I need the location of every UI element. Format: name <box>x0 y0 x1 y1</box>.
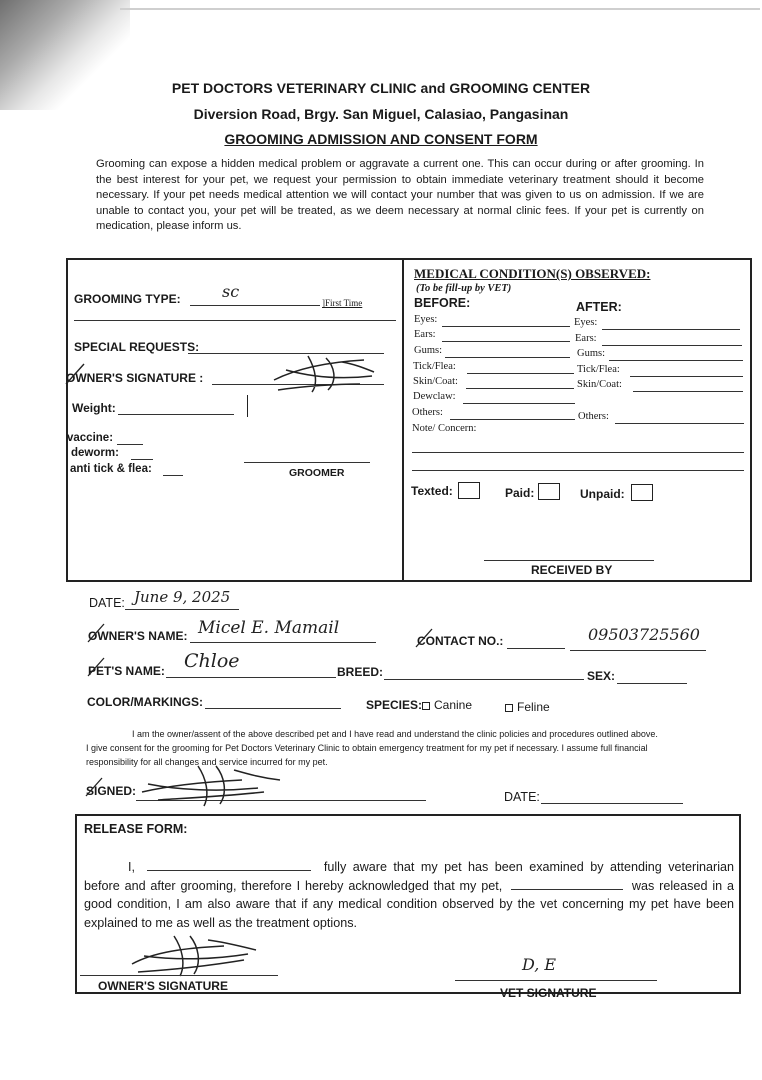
after-ears-label: Ears: <box>575 333 597 344</box>
before-others-line <box>450 419 575 420</box>
release-text-2: fully aware that my pet has been examined by attending veterinarian before and after grooming, therefore I hereby acknowledged that my pet, <box>84 860 735 893</box>
after-ears-line <box>602 345 742 346</box>
release-i: I, <box>128 860 135 874</box>
weight-line <box>118 414 234 415</box>
before-gums-line <box>445 357 570 358</box>
sex-line <box>617 683 687 684</box>
special-requests-label: SPECIAL REQUESTS: <box>74 340 200 354</box>
weight-label: Weight: <box>72 401 116 415</box>
texted-checkbox[interactable] <box>458 482 480 499</box>
sex-label: SEX: <box>587 669 616 683</box>
release-text-3: was released in a good condition, I am also aware that if any medical condition observed by the vet concerning my pet have been explained to me as well as the treatment options. <box>84 878 734 930</box>
medical-subtitle: (To be fill-up by VET) <box>416 283 512 294</box>
slash-mark <box>64 362 86 386</box>
vaccine-label: vaccine: <box>67 432 114 444</box>
species-feline-option[interactable] <box>505 700 550 714</box>
release-owner-signature-label: OWNER'S SIGNATURE <box>98 979 228 993</box>
texted-label: Texted: <box>411 484 453 498</box>
before-dewclaw-label: Dewclaw: <box>413 391 456 402</box>
vet-signature-line <box>455 980 657 981</box>
pen-mark <box>247 395 248 417</box>
before-label: BEFORE: <box>414 296 471 310</box>
owner-name-line <box>190 642 376 643</box>
canine-checkbox[interactable] <box>422 702 430 710</box>
pet-name-strike <box>86 656 106 678</box>
breed-line <box>384 679 584 680</box>
after-tickflea-label: Tick/Flea: <box>577 364 620 375</box>
color-markings-label: COLOR/MARKINGS: <box>87 695 203 709</box>
grooming-medical-box <box>66 258 752 582</box>
signed-label: SIGNED: <box>86 784 137 798</box>
before-skincoat-line <box>466 388 574 389</box>
pet-name-line <box>166 677 336 678</box>
after-eyes-label: Eyes: <box>574 317 598 328</box>
groomer-line <box>244 462 370 463</box>
note-line-1 <box>412 452 744 453</box>
after-skincoat-label: Skin/Coat: <box>577 379 622 390</box>
before-ears-line <box>442 341 570 342</box>
box-divider <box>402 259 404 581</box>
consent-signature-scribble <box>138 760 288 810</box>
before-tickflea-label: Tick/Flea: <box>413 361 456 372</box>
contact-value: 09503725560 <box>588 625 700 644</box>
before-tickflea-line <box>467 373 574 374</box>
unpaid-checkbox[interactable] <box>631 484 653 501</box>
clinic-name: PET DOCTORS VETERINARY CLINIC and GROOMING CENTER <box>171 80 591 96</box>
first-time-label: First Time <box>325 298 363 308</box>
owner-name-value: Micel E. Mamail <box>198 618 340 638</box>
vaccine-line <box>117 444 143 445</box>
contact-line <box>507 648 565 649</box>
received-by-line <box>484 560 654 561</box>
release-title: RELEASE FORM: <box>84 822 188 836</box>
after-gums-line <box>609 360 743 361</box>
after-skincoat-line <box>633 391 743 392</box>
clinic-address: Diversion Road, Brgy. San Miguel, Calasiao, Pangasinan <box>193 106 569 122</box>
owner-name-strike <box>86 622 106 644</box>
consent-line-2: I give consent for the grooming for Pet Doctors Veterinary Clinic to obtain emergency treatment for my pet if necessary. I assume full financial responsibility for all changes and service incurred for my pet. <box>86 743 648 767</box>
contact-label: CONTACT NO.: <box>417 634 504 648</box>
owner-name-label: OWNER'S NAME: <box>88 629 188 643</box>
grooming-type-line-2 <box>74 320 396 321</box>
after-tickflea-line <box>630 376 743 377</box>
before-eyes-label: Eyes: <box>414 314 438 325</box>
canine-label: Canine <box>434 698 473 712</box>
medical-title: MEDICAL CONDITION(S) OBSERVED: <box>414 266 651 281</box>
release-owner-signature-scribble <box>124 930 264 980</box>
grooming-type-value: sc <box>222 282 240 301</box>
vet-signature-label: VET SIGNATURE <box>500 986 597 1000</box>
feline-checkbox[interactable] <box>505 704 513 712</box>
color-markings-line <box>205 708 341 709</box>
form-title: GROOMING ADMISSION AND CONSENT FORM <box>224 131 538 147</box>
before-gums-label: Gums: <box>414 345 443 356</box>
before-others-label: Others: <box>412 407 443 418</box>
feline-label: Feline <box>517 700 550 714</box>
after-label: AFTER: <box>576 300 622 314</box>
before-dewclaw-line <box>463 403 575 404</box>
release-name-blank[interactable] <box>147 859 311 871</box>
species-label: SPECIES: <box>366 698 423 712</box>
note-concern-label: Note/ Concern: <box>412 423 477 434</box>
release-paragraph <box>84 858 734 932</box>
first-time-checkbox[interactable]: ]First Time <box>322 298 363 308</box>
before-ears-label: Ears: <box>414 329 436 340</box>
before-eyes-line <box>442 326 570 327</box>
after-gums-label: Gums: <box>577 348 606 359</box>
grooming-type-label: GROOMING TYPE: <box>74 292 181 306</box>
after-others-line <box>615 423 744 424</box>
release-pet-blank[interactable] <box>511 878 623 890</box>
species-canine-option[interactable] <box>422 698 472 712</box>
vet-initials: D, E <box>522 955 557 974</box>
signed-strike <box>84 776 104 798</box>
paper-edge <box>120 8 760 10</box>
contact-strike <box>414 627 434 649</box>
consent-date-label: DATE: <box>504 790 540 804</box>
release-owner-signature-line <box>80 975 278 976</box>
owner-signature-scribble <box>268 350 380 396</box>
owner-signature-label: OWNER'S SIGNATURE : <box>66 371 204 385</box>
pet-name-value: Chloe <box>184 650 240 672</box>
date-line <box>125 609 239 610</box>
deworm-label: deworm: <box>71 447 119 459</box>
consent-line-1: I am the owner/assent of the above described pet and I have read and understand the clinic policies and procedures outlined above. <box>132 729 658 739</box>
deworm-line <box>131 459 153 460</box>
groomer-label: GROOMER <box>289 467 345 479</box>
paid-checkbox[interactable] <box>538 483 560 500</box>
pet-name-label: PET'S NAME: <box>88 664 165 678</box>
date-label: DATE: <box>89 596 125 610</box>
antitick-label: anti tick & flea: <box>70 463 152 475</box>
note-line-2 <box>412 470 744 471</box>
contact-line-2 <box>570 650 706 651</box>
breed-label: BREED: <box>337 665 384 679</box>
antitick-line <box>163 475 183 476</box>
after-eyes-line <box>602 329 740 330</box>
unpaid-label: Unpaid: <box>580 487 625 501</box>
intro-paragraph: Grooming can expose a hidden medical problem or aggravate a current one. This can occur during or after grooming. In the best interest for your pet, we request your permission to obtain immediate veterinary treatment should it become necessary. If your pet needs medical attention we will contact your number that was given to us on admission. If we are unable to contact you, your pet will be treated, as we deem necessary at normal clinic fees. If your pet is currently on medication, please inform us. <box>96 158 704 233</box>
before-skincoat-label: Skin/Coat: <box>413 376 458 387</box>
consent-date-line <box>541 803 683 804</box>
paid-label: Paid: <box>505 486 535 500</box>
after-others-label: Others: <box>578 411 609 422</box>
date-value: June 9, 2025 <box>134 588 231 606</box>
grooming-type-line <box>190 305 320 306</box>
received-by-label: RECEIVED BY <box>531 563 613 577</box>
